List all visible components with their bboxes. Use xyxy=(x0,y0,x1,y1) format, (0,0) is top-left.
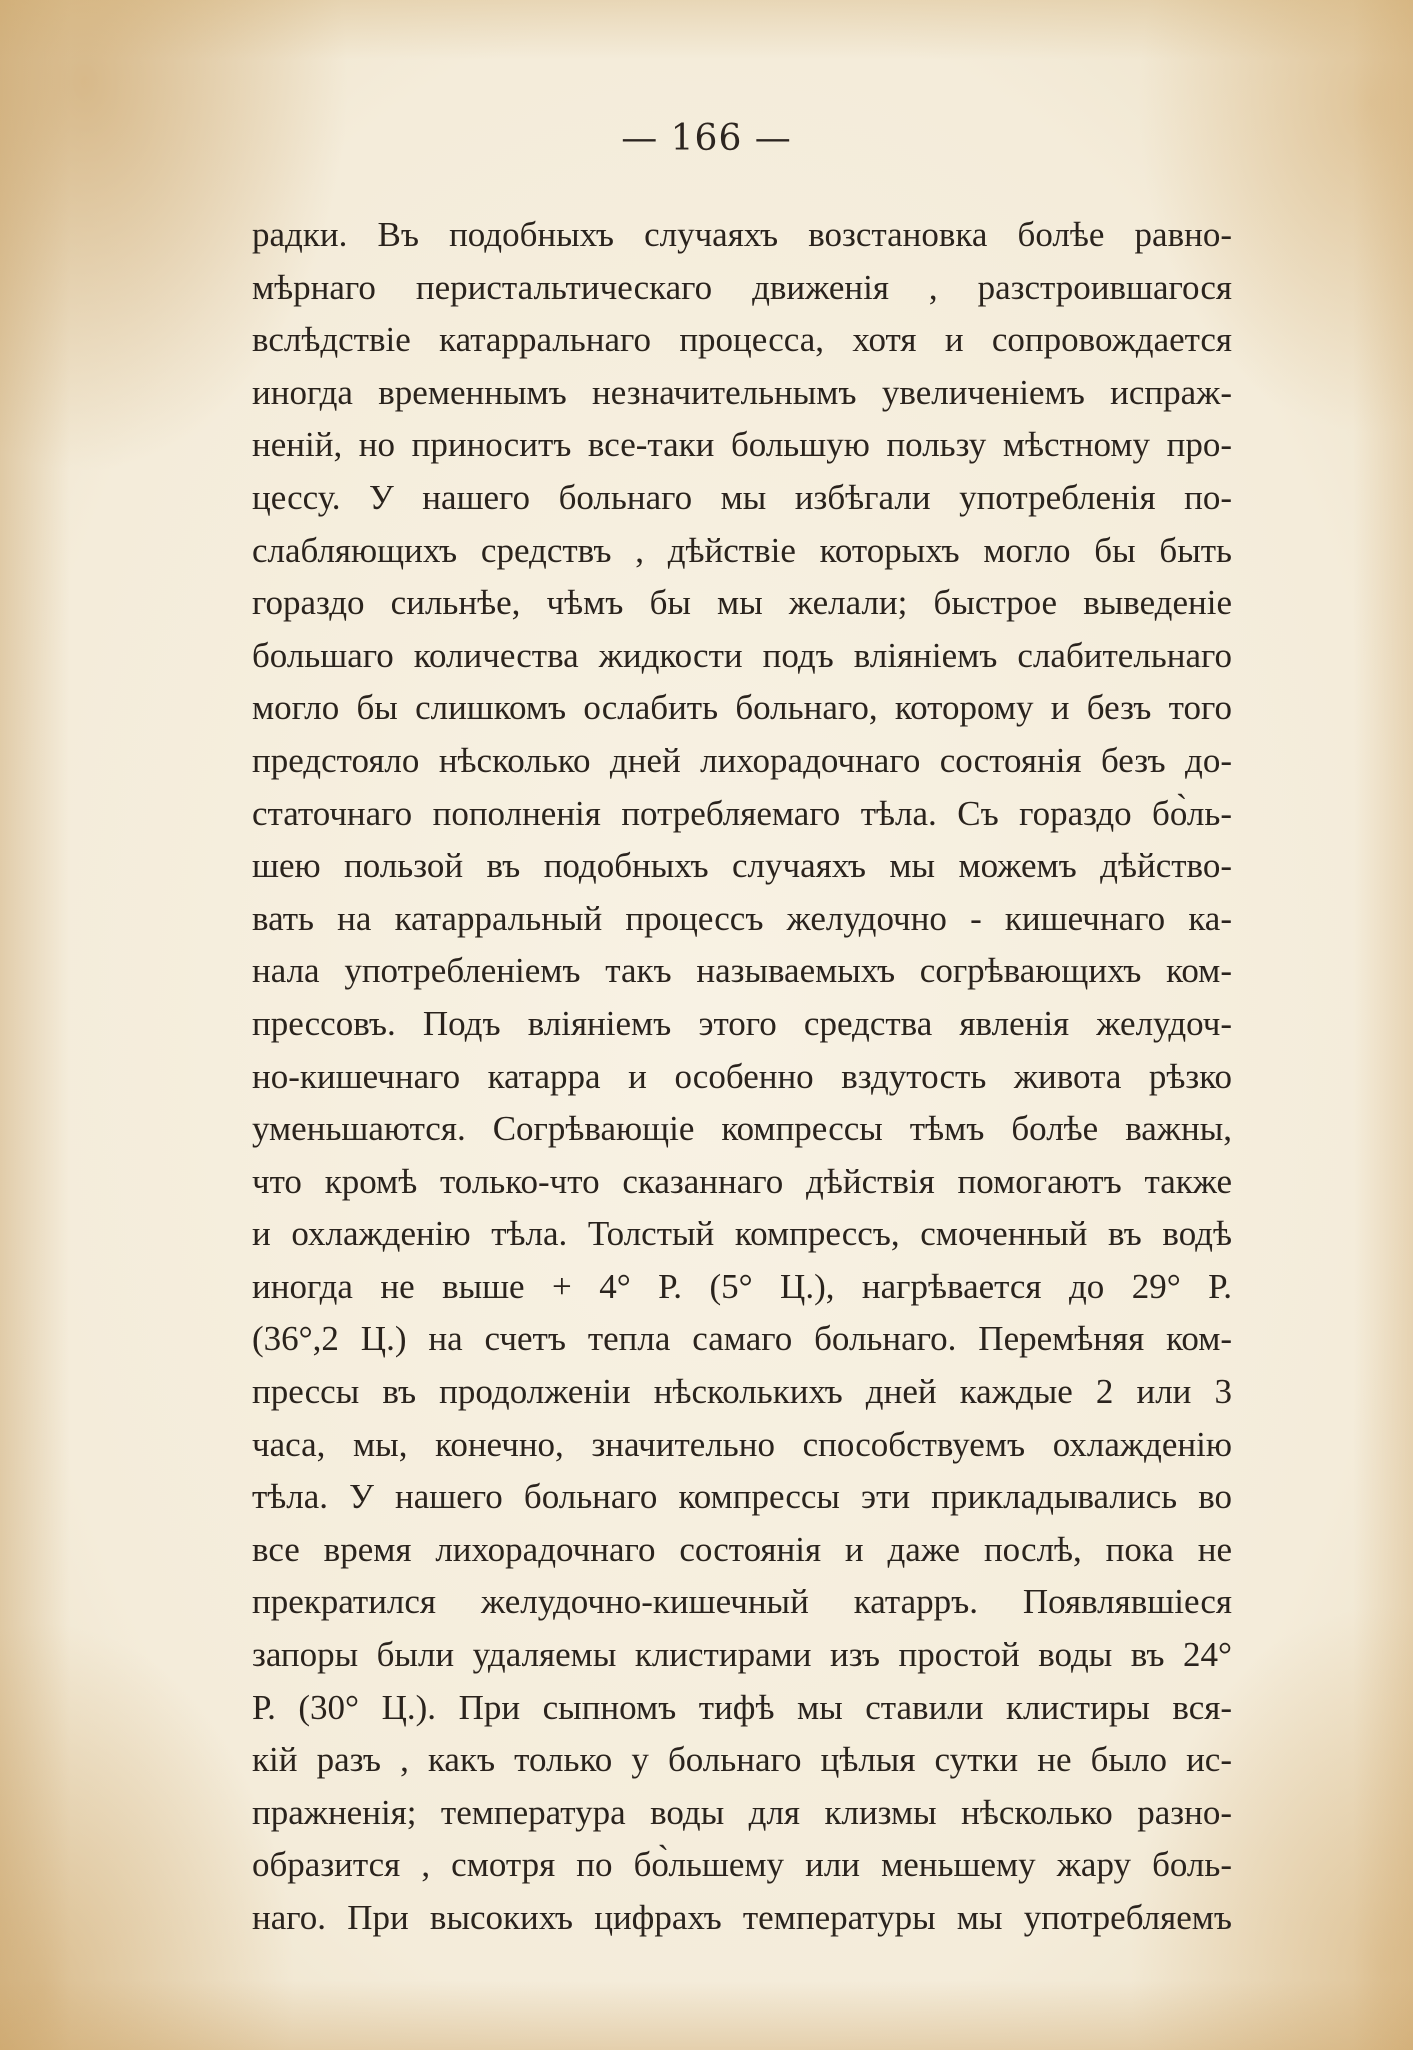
text-line: тѣла. У нашего больнаго компрессы эти прикладывались во xyxy=(252,1477,1232,1517)
text-line: часа, мы, конечно, значительно способствуемъ охлажденію xyxy=(252,1424,1232,1464)
text-line: вать на катарральный процессъ желудочно - кишечнаго ка- xyxy=(252,898,1232,938)
text-line: могло бы слишкомъ ослабить больнаго, которому и безъ того xyxy=(252,688,1232,728)
text-line: прекратился желудочно-кишечный катарръ. Появлявшіеся xyxy=(252,1582,1232,1622)
text-line: нала употребленіемъ такъ называемыхъ согрѣвающихъ ком- xyxy=(252,951,1232,991)
text-line: кій разъ , какъ только у больнаго цѣлыя сутки не было ис- xyxy=(252,1740,1232,1780)
text-line: радки. Въ подобныхъ случаяхъ возстановка болѣе равно- xyxy=(252,215,1232,254)
text-line: мѣрнаго перистальтическаго движенія , разстроившагося xyxy=(252,267,1232,307)
text-line: цессу. У нашего больнаго мы избѣгали употребленія по- xyxy=(252,477,1232,517)
text-line: вслѣдствіе катарральнаго процесса, хотя и сопровождается xyxy=(252,320,1232,360)
paper-stain-left xyxy=(0,0,70,2050)
text-line: все время лихорадочнаго состоянія и даже послѣ, пока не xyxy=(252,1529,1232,1569)
text-line: статочнаго пополненія потребляемаго тѣла. Съ гораздо бо̀ль- xyxy=(252,793,1232,833)
text-line: шею пользой въ подобныхъ случаяхъ мы можемъ дѣйство- xyxy=(252,846,1232,886)
body-text xyxy=(252,209,1232,1945)
paper-stain-right xyxy=(1353,0,1413,2050)
text-line: иногда не выше + 4° Р. (5° Ц.), нагрѣвается до 29° Р. xyxy=(252,1266,1232,1306)
text-line: образится , смотря по бо̀льшему или меньшему жару боль- xyxy=(252,1845,1232,1885)
text-line: неній, но приноситъ все-таки большую пользу мѣстному про- xyxy=(252,425,1232,465)
text-line: запоры были удаляемы клистирами изъ простой воды въ 24° xyxy=(252,1635,1232,1675)
text-line: (36°,2 Ц.) на счетъ тепла самаго больнаго. Перемѣняя ком- xyxy=(252,1319,1232,1359)
text-line: пражненія; температура воды для клизмы нѣсколько разно- xyxy=(252,1792,1232,1832)
page-number: — 166 — xyxy=(621,118,792,159)
text-line: слабляющихъ средствъ , дѣйствіе которыхъ могло бы быть xyxy=(252,530,1232,570)
text-line: гораздо сильнѣе, чѣмъ бы мы желали; быстрое выведеніе xyxy=(252,583,1232,623)
text-line: наго. При высокихъ цифрахъ температуры мы употребляемъ xyxy=(252,1898,1232,1937)
text-line: и охлажденію тѣла. Толстый компрессъ, смоченный въ водѣ xyxy=(252,1214,1232,1254)
text-line: прессы въ продолженіи нѣсколькихъ дней каждые 2 или 3 xyxy=(252,1372,1232,1412)
text-line: Р. (30° Ц.). При сыпномъ тифѣ мы ставили клистиры вся- xyxy=(252,1687,1232,1727)
text-line: иногда временнымъ незначительнымъ увеличеніемъ испраж- xyxy=(252,372,1232,412)
text-line: предстояло нѣсколько дней лихорадочнаго состоянія безъ до- xyxy=(252,740,1232,780)
text-line: большаго количества жидкости подъ вліяніемъ слабительнаго xyxy=(252,635,1232,675)
text-line: уменьшаются. Согрѣвающіе компрессы тѣмъ болѣе важны, xyxy=(252,1109,1232,1149)
text-line: что кромѣ только-что сказаннаго дѣйствія помогаютъ также xyxy=(252,1161,1232,1201)
paper-stain-bottom xyxy=(0,1980,1413,2050)
text-line: прессовъ. Подъ вліяніемъ этого средства явленія желудоч- xyxy=(252,1003,1232,1043)
text-line: но-кишечнаго катарра и особенно вздутость живота рѣзко xyxy=(252,1056,1232,1096)
paper-stain-top xyxy=(0,0,1413,60)
